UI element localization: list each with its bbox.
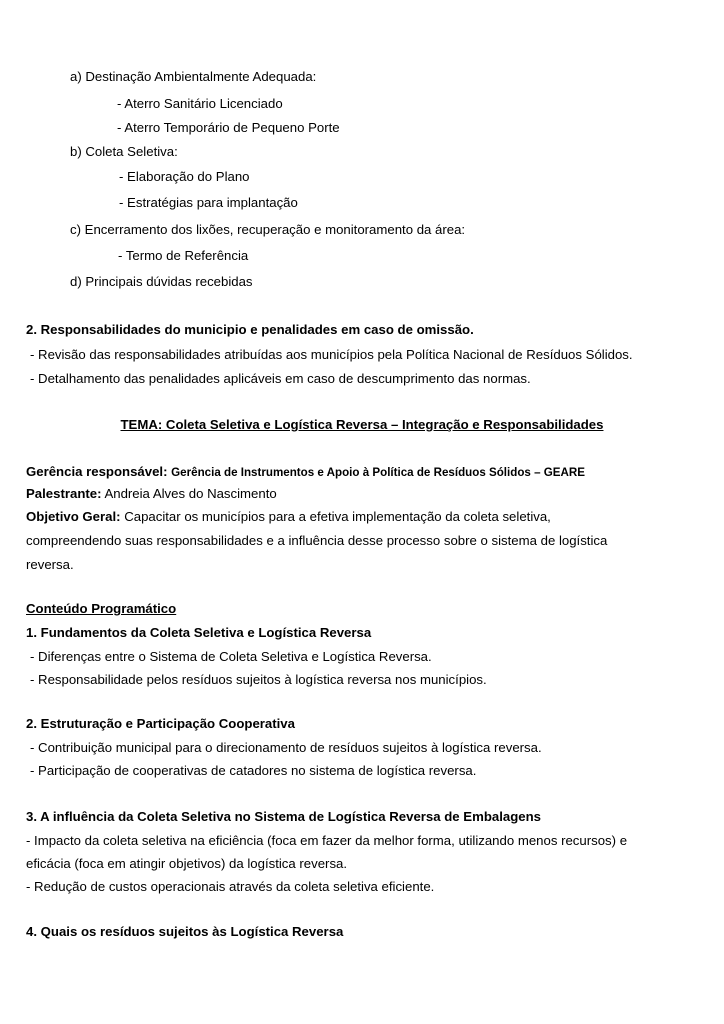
palestrante-value: Andreia Alves do Nascimento — [104, 486, 277, 501]
gerencia-label: Gerência responsável: — [26, 464, 168, 479]
palestrante-line — [26, 486, 277, 502]
list-item: - Revisão das responsabilidades atribuídas aos municípios pela Política Nacional de Resíduos Sólidos. — [30, 347, 633, 362]
objetivo-text: Capacitar os municípios para a efetiva implementação da coleta seletiva, — [124, 509, 551, 524]
outline-d-title: d) Principais dúvidas recebidas — [70, 274, 253, 289]
section-heading: 2. Responsabilidades do municipio e penalidades em caso de omissão. — [26, 322, 474, 337]
objetivo-line — [26, 509, 551, 525]
list-item: - Contribuição municipal para o direcionamento de resíduos sujeitos à logística reversa. — [30, 740, 542, 755]
section-heading: 3. A influência da Coleta Seletiva no Sistema de Logística Reversa de Embalagens — [26, 809, 541, 824]
outline-b-item: - Estratégias para implantação — [119, 195, 298, 210]
gerencia-value: Gerência de Instrumentos e Apoio à Política de Resíduos Sólidos – GEARE — [171, 466, 585, 479]
tema-title: TEMA: Coleta Seletiva e Logística Reversa – Integração e Responsabilidades — [120, 417, 604, 432]
list-item: - Diferenças entre o Sistema de Coleta Seletiva e Logística Reversa. — [30, 649, 432, 664]
outline-a-item: - Aterro Temporário de Pequeno Porte — [117, 120, 340, 135]
objetivo-text: compreendendo suas responsabilidades e a influência desse processo sobre o sistema de logística — [26, 533, 608, 548]
outline-c-item: - Termo de Referência — [118, 248, 249, 263]
list-item: - Participação de cooperativas de catadores no sistema de logística reversa. — [30, 763, 477, 778]
section-heading: 2. Estruturação e Participação Cooperativa — [26, 716, 295, 731]
list-item: - Impacto da coleta seletiva na eficiência (foca em fazer da melhor forma, utilizando menos recursos) e — [26, 833, 628, 848]
gerencia-line — [26, 464, 585, 481]
list-item: - Responsabilidade pelos resíduos sujeitos à logística reversa nos municípios. — [30, 672, 487, 687]
section-heading: 1. Fundamentos da Coleta Seletiva e Logística Reversa — [26, 625, 372, 640]
objetivo-label: Objetivo Geral: — [26, 509, 121, 524]
outline-b-item: - Elaboração do Plano — [119, 169, 250, 184]
outline-a-title: a) Destinação Ambientalmente Adequada: — [70, 69, 317, 84]
section-heading: 4. Quais os resíduos sujeitos às Logística Reversa — [26, 924, 344, 939]
objetivo-text: reversa. — [26, 557, 74, 572]
list-item: - Redução de custos operacionais através da coleta seletiva eficiente. — [26, 879, 435, 894]
list-item-continuation: eficácia (foca em atingir objetivos) da logística reversa. — [26, 856, 348, 871]
palestrante-label: Palestrante: — [26, 486, 102, 501]
list-item: - Detalhamento das penalidades aplicáveis em caso de descumprimento das normas. — [30, 371, 531, 386]
outline-c-title: c) Encerramento dos lixões, recuperação e monitoramento da área: — [70, 222, 466, 237]
conteudo-heading: Conteúdo Programático — [26, 601, 177, 616]
outline-a-item: - Aterro Sanitário Licenciado — [117, 96, 283, 111]
outline-b-title: b) Coleta Seletiva: — [70, 144, 178, 159]
